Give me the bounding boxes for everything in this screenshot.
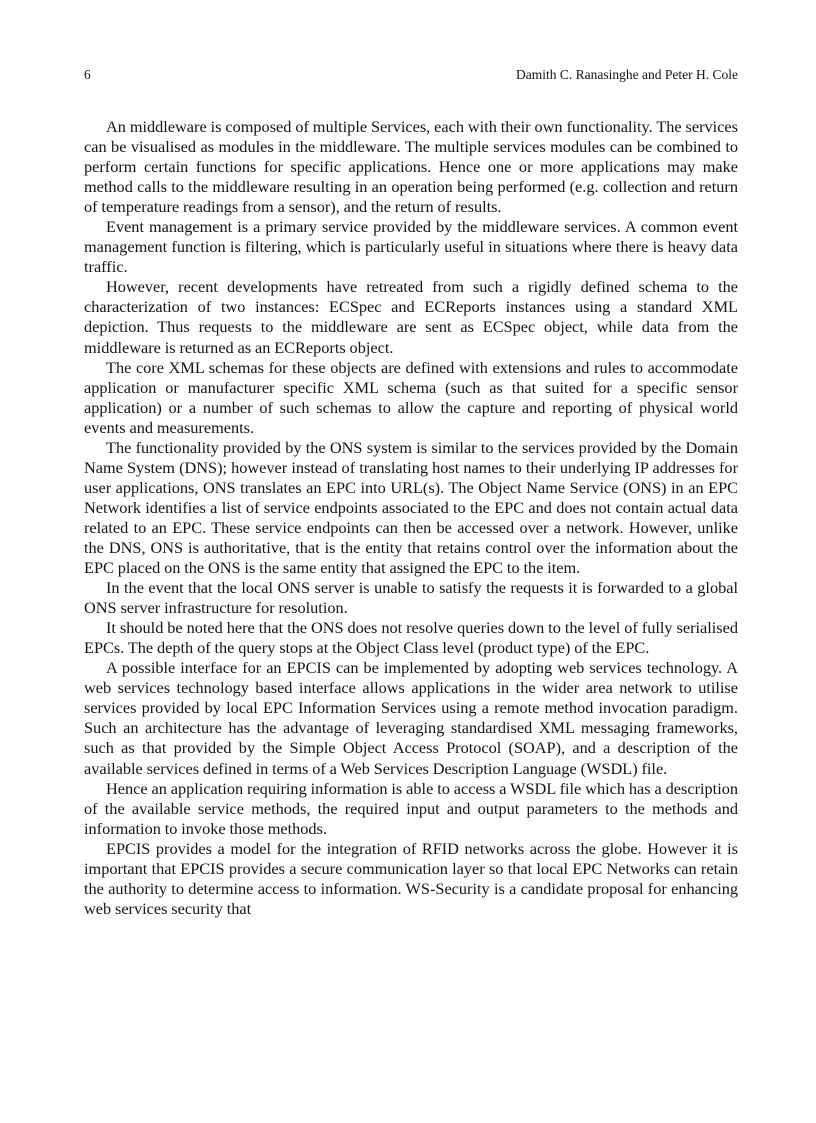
running-header-authors: Damith C. Ranasinghe and Peter H. Cole — [516, 67, 738, 82]
page-number: 6 — [84, 67, 91, 82]
paragraph: It should be noted here that the ONS does not resolve queries down to the level of fully serialised EPCs. The depth of the query stops at the Object Class level (product type) of the EPC. — [84, 618, 738, 658]
paragraph: The functionality provided by the ONS system is similar to the services provided by the Domain Name System (DNS); however instead of translating host names to their underlying IP addresses for user applications, ONS translates an EPC into URL(s). The Object Name Service (ONS) in an EPC Network identifies a list of service endpoints associated to the EPC and does not contain actual data related to an EPC. These service endpoints can then be accessed over a network. However, unlike the DNS, ONS is authoritative, that is the entity that retains control over the information about the EPC placed on the ONS is the same entity that assigned the EPC to the item. — [84, 437, 738, 578]
paragraph: However, recent developments have retreated from such a rigidly defined schema to the characterization of two instances: ECSpec and ECReports instances using a standard XML depiction. Thus requests to the middleware are sent as ECSpec object, while data from the middleware is returned as an ECReports object. — [84, 277, 738, 357]
paragraph: The core XML schemas for these objects are defined with extensions and rules to accommodate application or manufacturer specific XML schema (such as that suited for a specific sensor application) or a number of such schemas to allow the capture and reporting of physical world events and measurements. — [84, 357, 738, 437]
paragraph: Event management is a primary service provided by the middleware services. A common event management function is filtering, which is particularly useful in situations where there is heavy data traffic. — [84, 217, 738, 277]
paragraph: EPCIS provides a model for the integration of RFID networks across the globe. However it is important that EPCIS provides a secure communication layer so that local EPC Networks can retain the authority to determine access to information. WS-Security is a candidate proposal for enhancing web services security that — [84, 838, 738, 918]
body-text — [84, 117, 738, 919]
paragraph: An middleware is composed of multiple Services, each with their own functionality. The services can be visualised as modules in the middleware. The multiple services modules can be combined to perform certain functions for specific applications. Hence one or more applications may make method calls to the middleware resulting in an operation being performed (e.g. collection and return of temperature readings from a sensor), and the return of results. — [84, 117, 738, 217]
running-header — [84, 67, 738, 83]
paragraph: Hence an application requiring information is able to access a WSDL file which has a description of the available service methods, the required input and output parameters to the methods and information to invoke those methods. — [84, 778, 738, 838]
paragraph: A possible interface for an EPCIS can be implemented by adopting web services technology. A web services technology based interface allows applications in the wider area network to utilise services provided by local EPC Information Services using a remote method invocation paradigm. Such an architecture has the advantage of leveraging standardised XML messaging frameworks, such as that provided by the Simple Object Access Protocol (SOAP), and a description of the available services defined in terms of a Web Services Description Language (WSDL) file. — [84, 658, 738, 778]
paragraph: In the event that the local ONS server is unable to satisfy the requests it is forwarded to a global ONS server infrastructure for resolution. — [84, 578, 738, 618]
